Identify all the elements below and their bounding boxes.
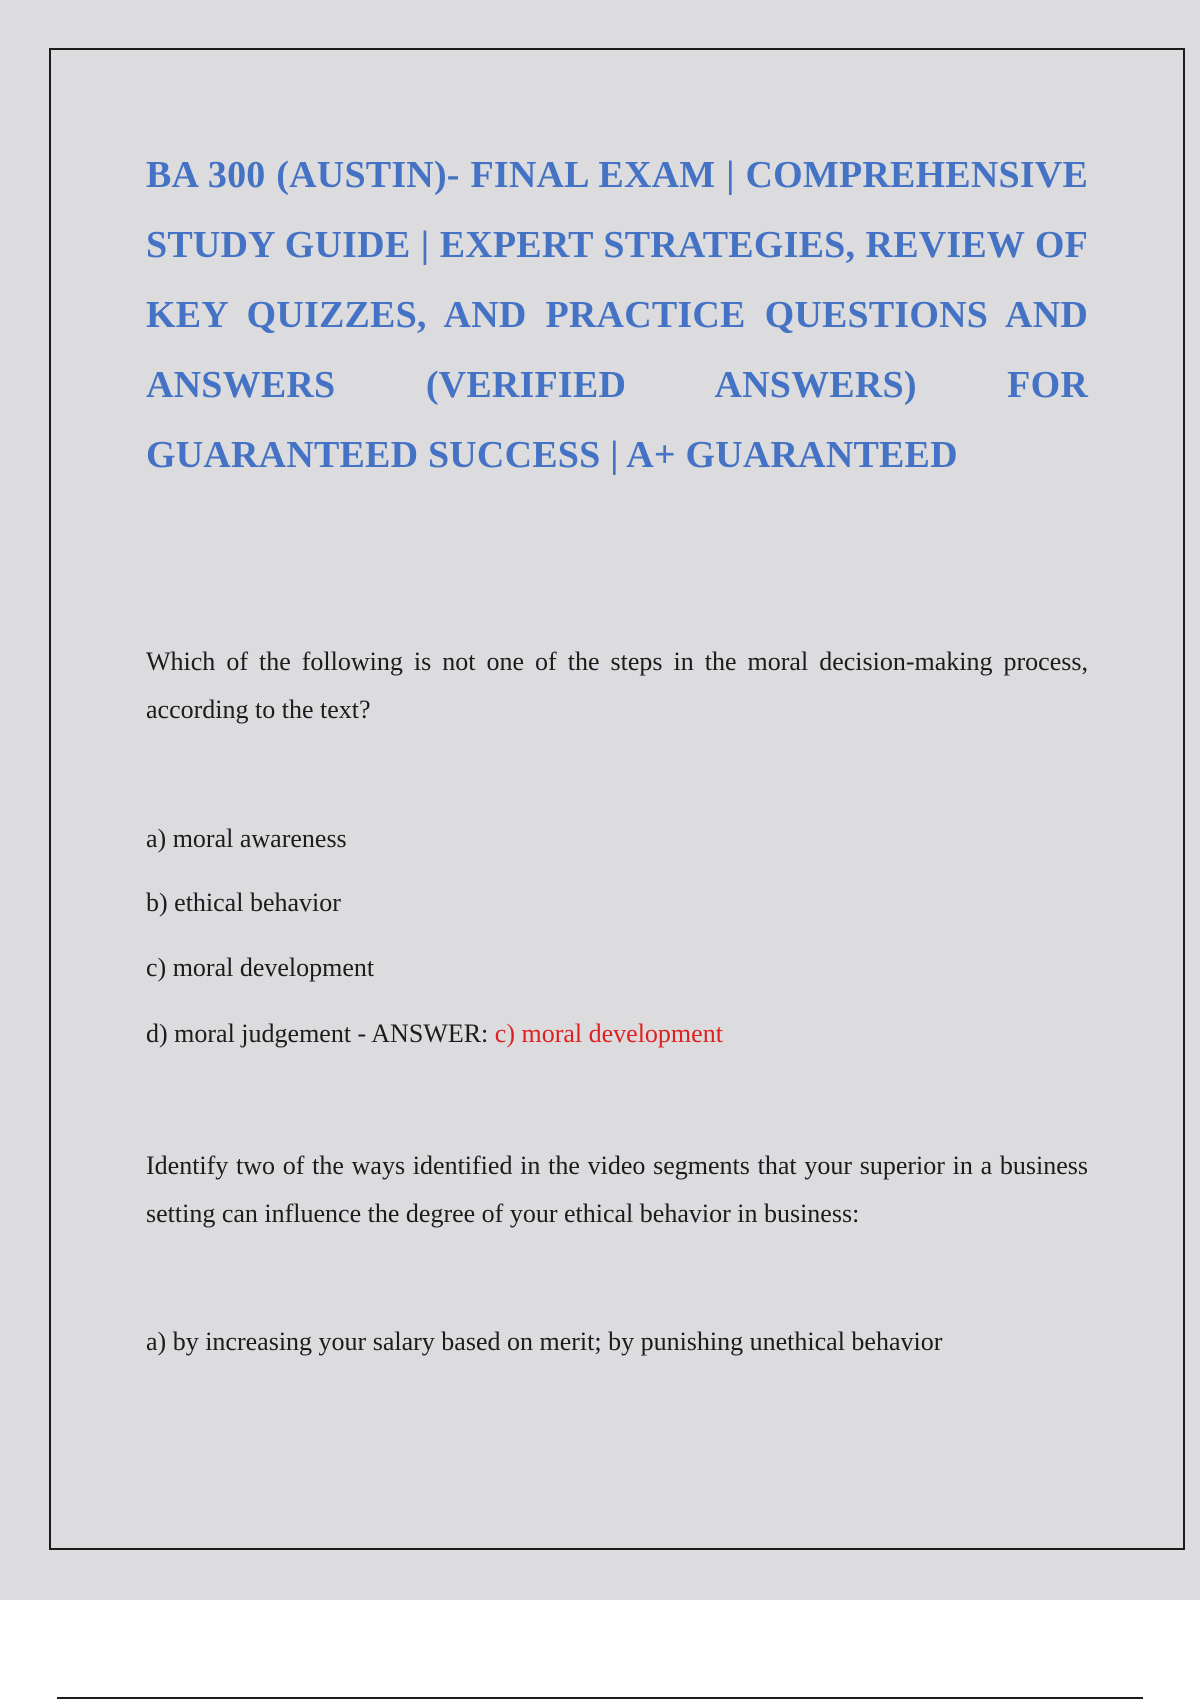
question-1-option-c: c) moral development xyxy=(146,953,375,982)
document-title: BA 300 (AUSTIN)- FINAL EXAM | COMPREHENSIVE STUDY GUIDE | EXPERT STRATEGIES, REVIEW OF KEY QUIZZES, AND PRACTICE QUESTIONS AND ANSWERS (VERIFIED ANSWERS) FOR GUARANTEED SUCCESS | A+ GUARANTEED xyxy=(146,154,1088,476)
footer-divider xyxy=(57,1697,1143,1699)
question-1-option-d-label: d) moral judgement - ANSWER: xyxy=(146,1019,495,1048)
question-1-answer: c) moral development xyxy=(494,1019,723,1048)
question-1-option-b: b) ethical behavior xyxy=(146,888,341,917)
question-2-text: Identify two of the ways identified in the video segments that your superior in a business setting can influence the degree of your ethical behavior in business: xyxy=(146,1151,1088,1228)
question-1-option-a: a) moral awareness xyxy=(146,824,347,853)
question-1-text: Which of the following is not one of the steps in the moral decision-making process, according to the text? xyxy=(146,647,1088,724)
question-1-option-d xyxy=(146,1017,723,1051)
question-2-option-a: a) by increasing your salary based on merit; by punishing unethical behavior xyxy=(146,1327,943,1356)
